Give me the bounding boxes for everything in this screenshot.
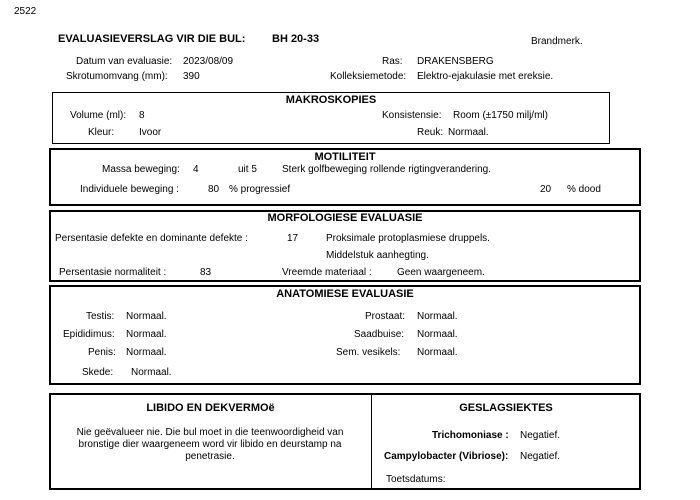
- epididymis-value: Normaal.: [126, 329, 167, 340]
- brand-mark: Brandmerk.: [531, 36, 583, 47]
- bull-id: BH 20-33: [272, 33, 320, 45]
- individual-movement-unit: % progressief: [229, 184, 291, 195]
- foreign-material-value: Geen waargeneem.: [397, 267, 485, 278]
- sheath-label: Skede:: [82, 367, 114, 378]
- libido-text: Nie geëvalueer nie. Die bul moet in die teenwoordigheid van bronstige dier waargeneem word vir libido en deurstamp na penetrasie.: [76, 427, 344, 462]
- colour-label: Kleur:: [88, 127, 115, 138]
- defect-1: Proksimale protoplasmiese druppels.: [326, 233, 490, 244]
- consistency-label: Konsistensie:: [382, 110, 442, 121]
- morphology-heading: MORFOLOGIESE EVALUASIE: [267, 212, 423, 224]
- individual-movement-value: 80: [208, 184, 220, 195]
- date-value: 2023/08/09: [183, 56, 234, 67]
- mass-movement-description: Sterk golfbeweging rollende rigtingverandering.: [282, 164, 492, 175]
- macroscopic-heading: MAKROSKOPIES: [285, 94, 377, 106]
- seminal-ducts-label: Saadbuise:: [354, 329, 405, 340]
- seminal-vesicles-value: Normaal.: [417, 347, 458, 358]
- campylobacter-label: Campylobacter (Vibriose):: [384, 451, 509, 462]
- mass-movement-scale: uit 5: [238, 164, 257, 175]
- motility-heading: MOTILITEIT: [314, 151, 376, 163]
- defects-label: Persentasie defekte en dominante defekte :: [55, 233, 248, 244]
- mass-movement-value: 4: [193, 164, 199, 175]
- method-value: Elektro-ejakulasie met ereksie.: [417, 71, 554, 82]
- smell-label: Reuk:: [417, 127, 444, 138]
- prostate-value: Normaal.: [417, 311, 458, 322]
- penis-value: Normaal.: [126, 347, 167, 358]
- consistency-value: Room (±1750 milj/ml): [453, 110, 548, 121]
- document-number: 2522: [14, 6, 37, 17]
- test-dates-label: Toetsdatums:: [386, 474, 446, 485]
- seminal-vesicles-label: Sem. vesikels:: [336, 347, 401, 358]
- mass-movement-label: Massa beweging:: [102, 164, 180, 175]
- date-label: Datum van evaluasie:: [76, 56, 173, 67]
- volume-value: 8: [139, 110, 145, 121]
- defect-2: Middelstuk aanhegting.: [326, 250, 429, 261]
- prostate-label: Prostaat:: [365, 311, 406, 322]
- seminal-ducts-value: Normaal.: [417, 329, 458, 340]
- normality-label: Persentasie normaliteit :: [59, 267, 167, 278]
- report-title: EVALUASIEVERSLAG VIR DIE BUL:: [58, 33, 246, 45]
- dead-value: 20: [540, 184, 552, 195]
- foreign-material-label: Vreemde materiaal :: [282, 267, 372, 278]
- trichomoniasis-value: Negatief.: [520, 430, 561, 441]
- scrotum-label: Skrotumomvang (mm):: [66, 71, 168, 82]
- individual-movement-label: Individuele beweging :: [80, 184, 179, 195]
- colour-value: Ivoor: [139, 127, 162, 138]
- anatomy-heading: ANATOMIESE EVALUASIE: [276, 288, 414, 300]
- normality-value: 83: [200, 267, 212, 278]
- dead-unit: % dood: [567, 184, 601, 195]
- testis-value: Normaal.: [126, 311, 167, 322]
- scrotum-value: 390: [183, 71, 200, 82]
- testis-label: Testis:: [86, 311, 115, 322]
- section-divider: [371, 395, 372, 488]
- breed-value: DRAKENSBERG: [417, 56, 494, 67]
- smell-value: Normaal.: [448, 127, 489, 138]
- breed-label: Ras:: [382, 56, 403, 67]
- trichomoniasis-label: Trichomoniase :: [432, 430, 509, 441]
- penis-label: Penis:: [88, 347, 116, 358]
- campylobacter-value: Negatief.: [520, 451, 561, 462]
- disease-heading: GESLAGSIEKTES: [459, 402, 553, 414]
- volume-label: Volume (ml):: [70, 110, 127, 121]
- method-label: Kolleksiemetode:: [330, 71, 407, 82]
- epididymis-label: Epididimus:: [63, 329, 115, 340]
- libido-heading: LIBIDO EN DEKVERMOë: [146, 402, 275, 414]
- sheath-value: Normaal.: [131, 367, 172, 378]
- defects-value: 17: [287, 233, 299, 244]
